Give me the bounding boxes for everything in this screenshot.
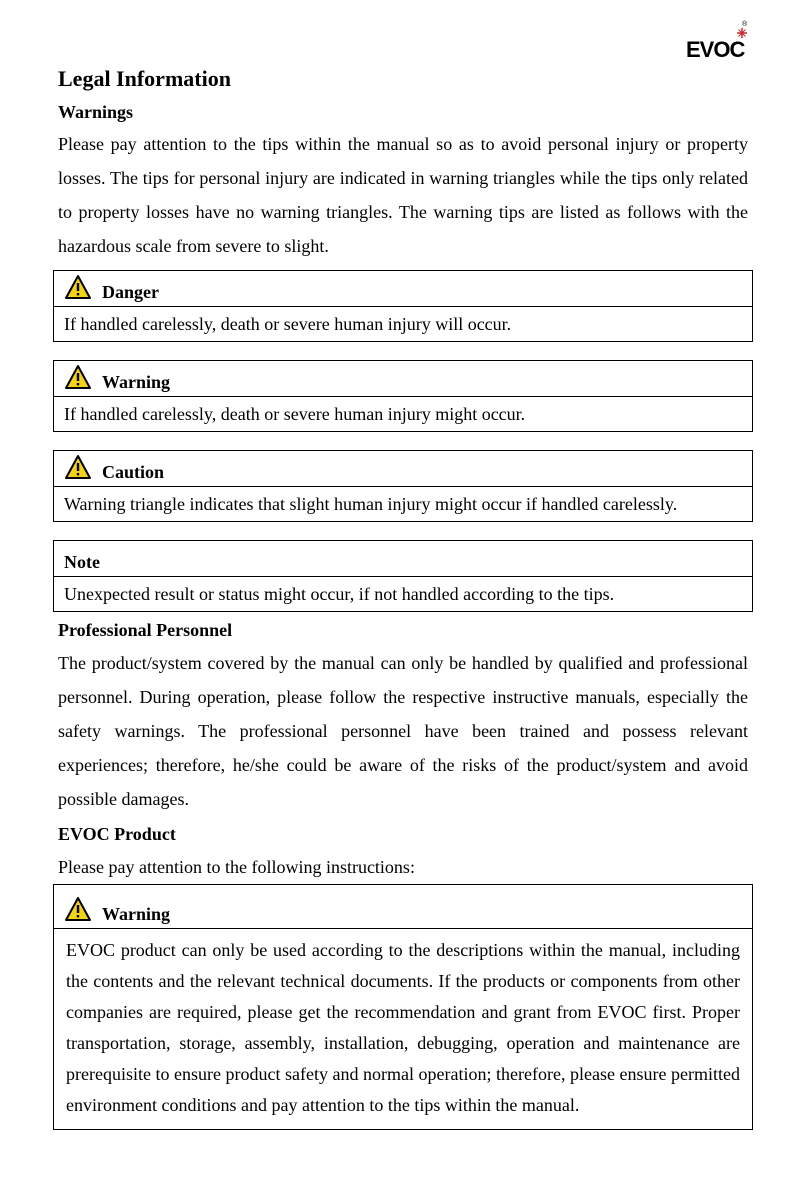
warnings-intro: Please pay attention to the tips within the manual so as to avoid personal injury or property losses. The tips for personal injury are indicated in warning triangles while the tips only related to property losses have no warning triangles. The warning tips are listed as follows with the hazardous scale from severe to slight. [58,134,748,256]
logo-wordmark: EVOC [686,37,745,60]
notice-caution-text: Warning triangle indicates that slight human injury might occur if handled carelessly. [64,494,678,514]
warning-triangle-icon [64,364,92,390]
notice-warning-text: If handled carelessly, death or severe human injury might occur. [64,404,526,424]
professional-text: The product/system covered by the manual can only be handled by qualified and professional personnel. During operation, please follow the respective instructive manuals, especially the safety warnings. The professional personnel have been trained and possess relevant experiences; therefore, he/she could be aware of the risks of the product/system and avoid possible damages. [58,653,748,809]
registered-mark: ® [742,21,748,28]
warning-triangle-icon [64,896,92,922]
notice-danger-header [54,271,752,307]
product-intro: Please pay attention to the following instructions: [58,857,415,877]
notice-note [53,540,753,612]
notice-warning [53,360,753,432]
warning-triangle-icon [64,274,92,300]
notice-caution-title: Caution [102,462,165,482]
notice-caution-header [54,451,752,487]
document-content [58,62,748,1130]
notice-warning-title: Warning [102,372,171,392]
notice-note-text: Unexpected result or status might occur, if not handled according to the tips. [64,584,615,604]
notice-warning-header [54,361,752,397]
notice-product-warning-text: EVOC product can only be used according to the descriptions within the manual, including the contents and the relevant technical documents. If the products or components from other companies are required, please get the recommendation and grant from EVOC first. Proper transportation, storage, assembly, installation, debugging, operation and maintenance are prerequisite to ensure product safety and normal operation; therefore, please ensure permitted environment conditions and pay attention to the tips within the manual. [66,940,740,1115]
product-heading: EVOC Product [58,824,176,844]
notice-danger-text: If handled carelessly, death or severe human injury will occur. [64,314,512,334]
notice-caution [53,450,753,522]
notice-product-warning-header [54,885,752,929]
evoc-logo [684,18,756,60]
notice-danger-title: Danger [102,282,159,302]
notice-danger [53,270,753,342]
warning-triangle-icon [64,454,92,480]
professional-heading: Professional Personnel [58,620,233,640]
notice-product-warning-title: Warning [102,904,171,924]
notice-product-warning [53,884,753,1130]
notice-note-header [54,541,752,577]
warnings-heading: Warnings [58,102,134,122]
page-title: Legal Information [58,66,231,91]
notice-note-title: Note [64,552,100,572]
